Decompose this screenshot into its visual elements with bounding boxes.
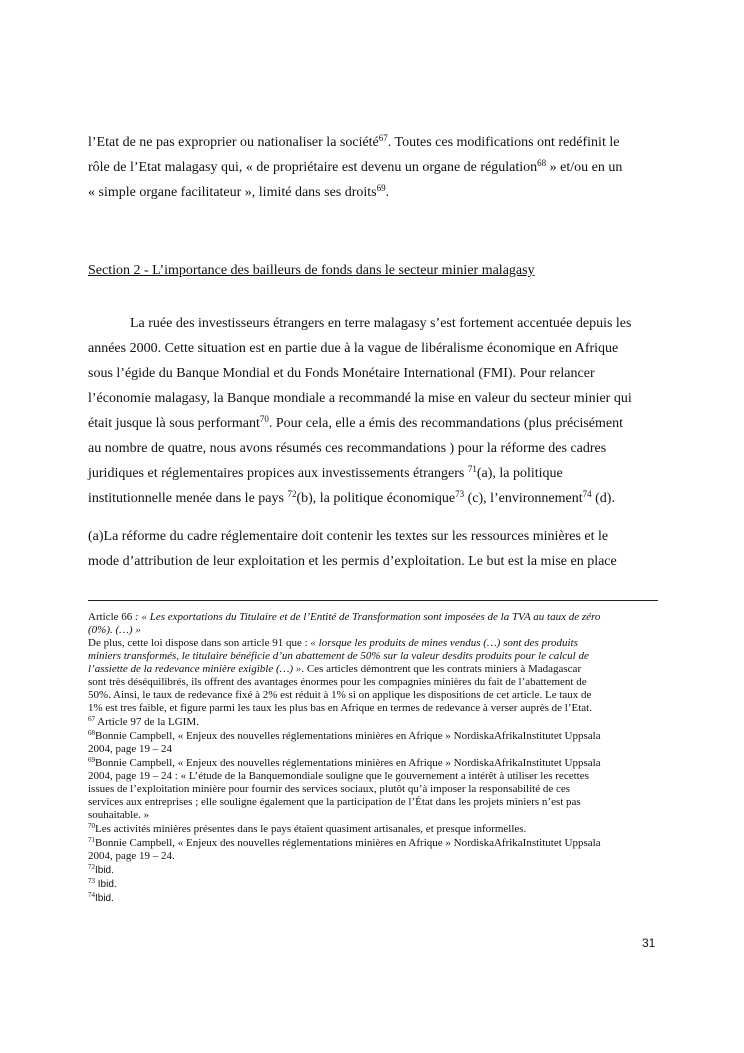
footnote-separator [88,600,658,601]
text-span: Bonnie Campbell, « Enjeux des nouvelles réglementations minières en Afrique » NordiskaAfrikaInstitutet Uppsala [95,757,601,769]
section-heading: Section 2 - L’importance des bailleurs de fonds dans le secteur minier malagasy [88,263,535,278]
footnote-number: 67 [88,715,95,723]
text-span: l’assiette de la redevance minière exigible (…) » [88,663,302,675]
text-span: . Ces articles démontrent que les contrats miniers à Madagascar [301,663,582,675]
footnote-line [88,663,581,676]
text-span: » et/ou en un [546,160,623,175]
text-span: l’Etat de ne pas exproprier ou nationaliser la société [88,135,379,150]
footnote-line: sont très déséquilibrés, ils offrent des avantages énormes pour les compagnies minières du fait de l’abattement de [88,676,587,688]
text-span: « simple organe facilitateur », limité dans ses droits [88,185,377,200]
text-span: Les activités minières présentes dans le pays étaient quasiment artisanales, et presque informelles. [95,823,527,835]
footnote-line [88,716,199,729]
footnote-number: 73 [88,877,95,885]
body-text-line [88,135,619,151]
footnote-line: 1% est tres faible, et figure parmi les taux les plus bas en Afrique en termes de redevance à verser auprès de l’Etat. [88,702,592,714]
text-span: institutionnelle menée dans le pays [88,491,288,506]
text-span: était jusque là sous performant [88,416,260,431]
footnote-number: 74 [88,891,95,899]
footnote-number: 69 [88,756,95,764]
footnote-line: issues de l’exploitation minière pour fournir des services sociaux, plutôt qu’à imposer la responsabilité de ces [88,783,571,795]
text-span: : « Les exportations du Titulaire et de l’Entité de Transformation sont imposées de la TVA au taux de zéro [135,611,601,623]
footnote-line: 2004, page 19 – 24. [88,850,175,862]
text-span: Ibid. [95,879,117,890]
body-text-line: années 2000. Cette situation est en partie due à la vague de libéralisme économique en Afrique [88,341,619,356]
footnote-line [88,837,601,850]
body-text-line: (a)La réforme du cadre réglementaire doit contenir les textes sur les ressources minières et le [88,529,609,544]
footnote-number: 72 [88,863,95,871]
body-text-line [88,416,623,432]
page-number: 31 [642,936,656,950]
footnote-line: 2004, page 19 – 24 : « L’étude de la Banquemondiale souligne que le gouvernement a intérêt à utiliser les recettes [88,770,589,782]
footnote-line: (0%). (…) » [88,624,141,636]
footnote-ref: 74 [582,489,592,499]
footnote-ref: 68 [537,158,547,168]
footnote-ref: 73 [455,489,465,499]
footnote-ref: 71 [467,464,477,474]
text-span: (b), la politique économique [296,491,456,506]
text-span: Article 97 de la LGIM. [95,716,199,728]
footnote-ref: 69 [376,183,386,193]
footnote-line [88,892,114,905]
body-text-line [88,466,563,482]
footnote-line [88,878,117,891]
text-span: . [385,185,390,200]
text-span: De plus, cette loi dispose dans son article 91 que : [88,637,311,649]
text-span: Article 66 [88,611,136,623]
text-span: (a), la politique [476,466,563,481]
text-span: (d). [591,491,615,506]
body-text-line [88,160,622,176]
text-span: « lorsque les produits de mines vendus (…) sont des produits [310,637,578,649]
body-text-line: l’économie malagasy, la Banque mondiale a recommandé la mise en valeur du secteur minier qui [88,391,632,406]
body-text-line: mode d’attribution de leur exploitation et les permis d’exploitation. Le but est la mise en place [88,554,617,569]
footnote-ref: 72 [287,489,297,499]
text-span: . Toutes ces modifications ont redéfinit le [387,135,620,150]
text-span: Bonnie Campbell, « Enjeux des nouvelles réglementations minières en Afrique » NordiskaAfrikaInstitutet Uppsala [95,730,601,742]
body-text-line: sous l’égide du Banque Mondial et du Fonds Monétaire International (FMI). Pour relancer [88,366,595,381]
body-text-line [88,185,389,201]
footnote-line: services aux entreprises ; elle souligne également que la participation de l’État dans les projets miniers n’est pas [88,796,581,808]
footnote-number: 68 [88,729,95,737]
text-span: rôle de l’Etat malagasy qui, « de propriétaire est devenu un organe de régulation [88,160,538,175]
text-span: juridiques et réglementaires propices aux investissements étrangers [88,466,468,481]
text-span: (c), l’environnement [464,491,583,506]
body-text-line: au nombre de quatre, nous avons résumés ces recommandations ) pour la réforme des cadres [88,441,607,456]
body-text-line [88,491,615,507]
text-span: Ibid. [95,865,114,876]
footnote-ref: 67 [378,133,388,143]
text-span: Bonnie Campbell, « Enjeux des nouvelles réglementations minières en Afrique » NordiskaAfrikaInstitutet Uppsala [95,837,601,849]
footnote-ref: 70 [259,414,269,424]
footnote-number: 71 [88,836,95,844]
footnote-line [88,611,600,624]
footnote-line [88,757,601,770]
footnote-line [88,730,601,743]
body-text-line: La ruée des investisseurs étrangers en terre malagasy s’est fortement accentuée depuis les [130,316,632,331]
footnote-line [88,823,526,836]
footnote-number: 70 [88,822,95,830]
footnote-line: miniers transformés, le titulaire bénéficie d’un abattement de 50% sur la valeur desdits produits pour le calcul de [88,650,589,662]
text-span: Ibid. [95,893,114,904]
footnote-line: 50%. Ainsi, le taux de redevance fixé à 2% est réduit à 1% si on applique les dispositions de cet article. Le taux de [88,689,592,701]
footnote-line [88,864,114,877]
text-span: . Pour cela, elle a émis des recommandations (plus précisément [268,416,624,431]
footnote-line: 2004, page 19 – 24 [88,743,173,755]
footnote-line: souhaitable. » [88,809,150,821]
footnote-line [88,637,578,650]
